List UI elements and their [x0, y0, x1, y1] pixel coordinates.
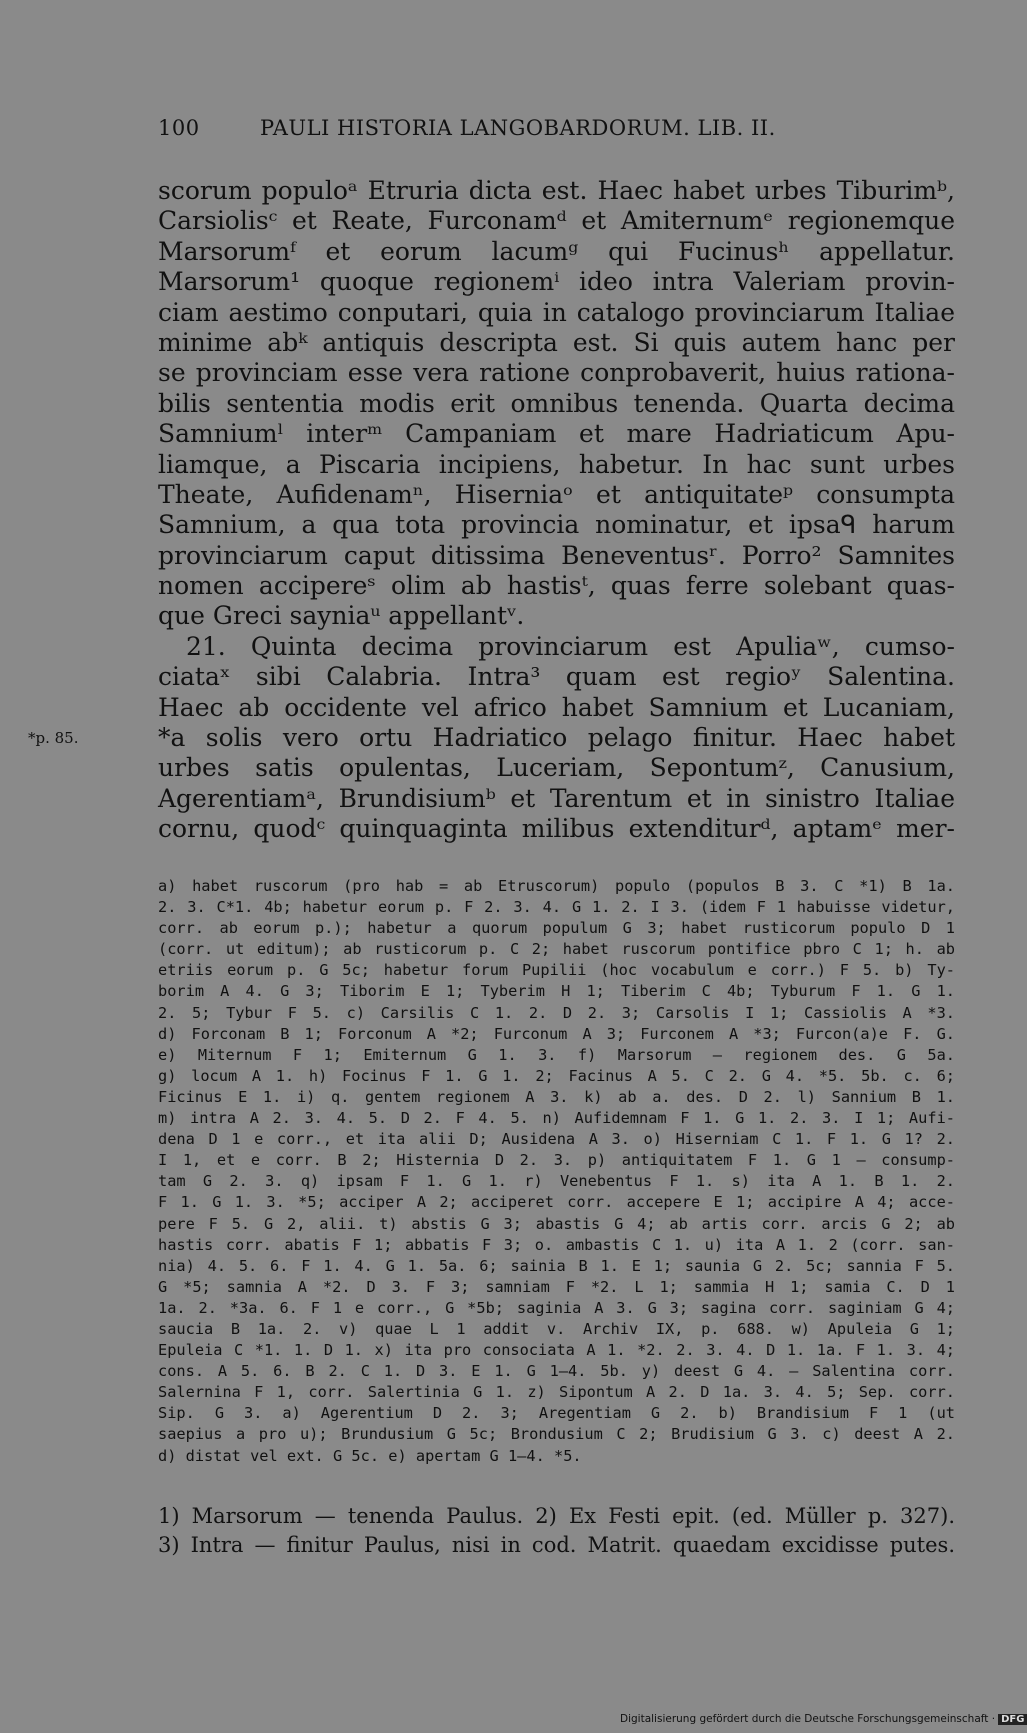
footer-text: Digitalisierung gefördert durch die Deutsche Forschungsgemeinschaft · — [620, 1713, 996, 1725]
digitization-footer — [620, 1713, 1025, 1725]
apparatus-line: 2. 5; Tybur F 5. c) Carsilis C 1. 2. D 2. 3; Carsolis I 1; Cassiolis A *3. — [158, 1003, 955, 1022]
text-line: scorum populoᵃ Etruria dicta est. Haec habet urbes Tiburimᵇ, — [158, 176, 955, 205]
text-line: minime abᵏ antiquis descripta est. Si quis autem hanc per — [158, 327, 955, 357]
text-line: nomen accipereˢ olim ab hastisᵗ, quas ferre solebant quas- — [158, 571, 955, 601]
apparatus-line: tam G 2. 3. q) ipsam F 1. G 1. r) Venebentus F 1. s) ita A 1. B 1. 2. — [158, 1172, 955, 1191]
text-line: ciam aestimo conputari, quia in catalogo provinciarum Italiae — [158, 297, 955, 327]
text-line: Haec ab occidente vel africo habet Samnium et Lucaniam, — [158, 692, 955, 722]
apparatus-line: dena D 1 e corr., et ita alii D; Ausidena A 3. o) Hiserniam C 1. F 1. G 1? 2. — [158, 1130, 955, 1149]
apparatus-line: Epuleia C *1. 1. D 1. x) ita pro consociata A 1. *2. 2. 3. 4. D 1. 1a. F 1. 3. 4; — [158, 1341, 955, 1360]
apparatus-line: corr. ab eorum p.); habetur a quorum populum G 3; habet rusticorum populo D 1 — [158, 919, 955, 938]
apparatus-line: pere F 5. G 2, alii. t) abstis G 3; abastis G 4; ab artis corr. arcis G 2; ab — [158, 1214, 955, 1233]
running-title: PAULI HISTORIA LANGOBARDORUM. LIB. II. — [260, 116, 776, 140]
source-note-line: 1) Marsorum — tenenda Paulus. 2) Ex Festi epit. (ed. Müller p. 327). — [158, 1504, 955, 1528]
text-line: cornu, quodᶜ quinquaginta milibus extenditurᵈ, aptamᵉ mer- — [158, 814, 955, 844]
text-line: Marsorum¹ quoque regionemⁱ ideo intra Valeriam provin- — [158, 267, 955, 297]
apparatus-line: d) distat vel ext. G 5c. e) apertam G 1—4. *5. — [158, 1446, 582, 1465]
text-line: 21. Quinta decima provinciarum est Apuliaʷ, cumso- — [186, 631, 955, 661]
apparatus-line: cons. A 5. 6. B 2. C 1. D 3. E 1. G 1—4. 5b. y) deest G 4. — Salentina corr. — [158, 1362, 955, 1381]
apparatus-line: g) locum A 1. h) Focinus F 1. G 1. 2; Facinus A 5. C 2. G 4. *5. 5b. c. 6; — [158, 1066, 955, 1085]
text-line: Carsiolisᶜ et Reate, Furconamᵈ et Amiternumᵉ regionemque — [158, 206, 955, 236]
text-line: urbes satis opulentas, Luceriam, Sepontumᶻ, Canusium, — [158, 753, 955, 783]
apparatus-line: saucia B 1a. 2. v) quae L 1 addit v. Archiv IX, p. 688. w) Apuleia G 1; — [158, 1319, 955, 1338]
apparatus-line: m) intra A 2. 3. 4. 5. D 2. F 4. 5. n) Aufidemnam F 1. G 1. 2. 3. I 1; Aufi- — [158, 1109, 955, 1128]
page-header — [158, 116, 858, 140]
apparatus-line: F 1. G 1. 3. *5; acciper A 2; acciperet corr. accepere E 1; accipire A 4; acce- — [158, 1193, 955, 1212]
apparatus-line: borim A 4. G 3; Tiborim E 1; Tyberim H 1; Tiberim C 4b; Tyburum F 1. G 1. — [158, 982, 955, 1001]
critical-apparatus — [158, 876, 955, 1467]
text-line: Theate, Aufidenamⁿ, Hiserniaᵒ et antiquitateᵖ consumpta — [158, 479, 955, 509]
apparatus-line: Sip. G 3. a) Agerentium D 2. 3; Aregentiam G 2. b) Brandisium F 1 (ut — [158, 1404, 955, 1423]
source-note-line: 3) Intra — finitur Paulus, nisi in cod. Matrit. quaedam excidisse putes. — [158, 1533, 955, 1557]
text-line: Agerentiamᵃ, Brundisiumᵇ et Tarentum et in sinistro Italiae — [158, 783, 955, 813]
source-notes — [158, 1502, 955, 1560]
apparatus-line: d) Forconam B 1; Forconum A *2; Furconum A 3; Furconem A *3; Furcon(a)e F. G. — [158, 1024, 955, 1043]
page-number: 100 — [158, 116, 200, 140]
text-line: ciataˣ sibi Calabria. Intra³ quam est regioʸ Salentina. — [158, 662, 955, 692]
apparatus-line: etriis eorum p. G 5c; habetur forum Pupilii (hoc vocabulum e corr.) F 5. b) Ty- — [158, 961, 955, 980]
text-line: se provinciam esse vera ratione conprobaverit, huius rationa- — [158, 358, 955, 388]
apparatus-line: I 1, et e corr. B 2; Histernia D 2. 3. p) antiquitatem F 1. G 1 — consump- — [158, 1151, 955, 1170]
apparatus-line: saepius a pro u); Brundusium G 5c; Brondusium C 2; Brudisium G 3. c) deest A 2. — [158, 1425, 955, 1444]
main-text — [28, 176, 955, 845]
apparatus-line: Salernina F 1, corr. Salertinia G 1. z) Sipontum A 2. D 1a. 3. 4. 5; Sep. corr. — [158, 1383, 955, 1402]
text-line-with-margin-ref — [28, 723, 955, 753]
apparatus-line: hastis corr. abatis F 1; abbatis F 3; o. ambastis C 1. u) ita A 1. 2 (corr. san- — [158, 1235, 955, 1254]
text-line: provinciarum caput ditissima Beneventusʳ. Porro² Samnites — [158, 540, 955, 570]
apparatus-line: G *5; samnia A *2. D 3. F 3; samniam F *2. L 1; sammia H 1; samia C. D 1 — [158, 1277, 955, 1296]
apparatus-line: e) Miternum F 1; Emiternum G 1. 3. f) Marsorum — regionem des. G 5a. — [158, 1045, 955, 1064]
text-line: liamque, a Piscaria incipiens, habetur. In hac sunt urbes — [158, 449, 955, 479]
text-line: Samniumˡ interᵐ Campaniam et mare Hadriaticum Apu- — [158, 419, 955, 449]
text-line-content: *a solis vero ortu Hadriatico pelago finitur. Haec habet — [158, 723, 955, 753]
apparatus-line: 1a. 2. *3a. 6. F 1 e corr., G *5b; saginia A 3. G 3; sagina corr. saginiam G 4; — [158, 1298, 955, 1317]
text-line: que Greci sayniaᵘ appellantᵛ. — [158, 601, 525, 631]
margin-page-reference: *p. 85. — [28, 729, 79, 748]
apparatus-line: nia) 4. 5. 6. F 1. 4. G 1. 5a. 6; sainia B 1. E 1; saunia G 2. 5c; sannia F 5. — [158, 1256, 955, 1275]
apparatus-line: a) habet ruscorum (pro hab = ab Etruscorum) populo (populos B 3. C *1) B 1a. — [158, 877, 955, 895]
dfg-logo: DFG — [998, 1714, 1027, 1725]
text-line: Marsorumᶠ et eorum lacumᵍ qui Fucinusʰ appellatur. — [158, 236, 955, 266]
text-line: Samnium, a qua tota provincia nominatur, et ipsaᑫ harum — [158, 510, 955, 540]
apparatus-line: 2. 3. C*1. 4b; habetur eorum p. F 2. 3. 4. G 1. 2. I 3. (idem F 1 habuisse videtur, — [158, 898, 955, 917]
text-line: bilis sententia modis erit omnibus tenenda. Quarta decima — [158, 388, 955, 418]
apparatus-line: (corr. ut editum); ab rusticorum p. C 2; habet ruscorum pontifice pbro C 1; h. ab — [158, 940, 955, 959]
apparatus-line: Ficinus E 1. i) q. gentem regionem A 3. k) ab a. des. D 2. l) Sannium B 1. — [158, 1087, 955, 1106]
